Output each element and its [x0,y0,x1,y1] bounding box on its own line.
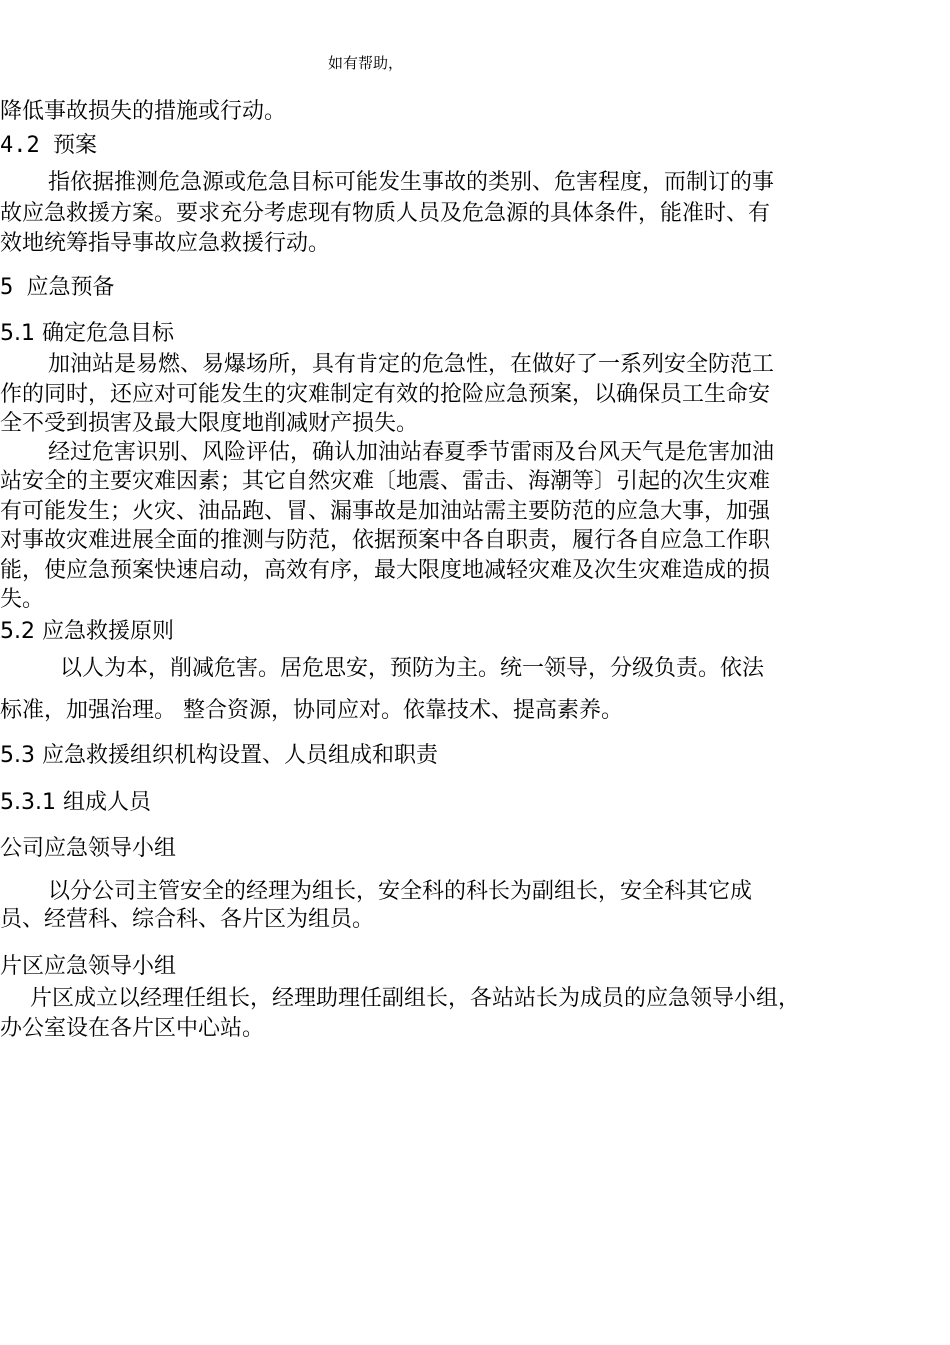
paragraph-line: 失。 [0,587,45,612]
paragraph-line: 故应急救援方案。要求充分考虑现有物质人员及危急源的具体条件，能准时、有 [0,201,771,226]
section-5-1-heading: 5.1 确定危急目标 [0,321,174,346]
section-4-2-heading: 4.2 预案 [0,133,97,158]
paragraph-line: 片区成立以经理任组长，经理助理任副组长，各站站长为成员的应急领导小组， [30,986,801,1011]
paragraph-line: 作的同时，还应对可能发生的灾难制定有效的抢险应急预案，以确保员工生命安 [0,382,771,407]
paragraph-line: 经过危害识别、风险评估，确认加油站春夏季节雷雨及台风天气是危害加油 [48,440,775,465]
paragraph-line: 以人为本，削减危害。居危思安，预防为主。统一领导，分级负责。依法 [60,656,765,681]
paragraph-line: 办公室设在各片区中心站。 [0,1016,265,1041]
paragraph-line: 指依据推测危急源或危急目标可能发生事故的类别、危害程度，而制订的事 [48,170,775,195]
section-5-2-heading: 5.2 应急救援原则 [0,619,174,644]
paragraph-line: 员、经营科、综合科、各片区为组员。 [0,907,375,932]
district-group-title: 片区应急领导小组 [0,954,177,979]
paragraph-line: 标准，加强治理。 整合资源，协同应对。依靠技术、提高素养。 [0,698,623,723]
company-group-title: 公司应急领导小组 [0,836,177,861]
paragraph-line: 以分公司主管安全的经理为组长，安全科的科长为副组长，安全科其它成 [48,879,753,904]
paragraph-line: 对事故灾难进展全面的推测与防范，依据预案中各自职责，履行各自应急工作职 [0,528,771,553]
section-5-heading: 5 应急预备 [0,275,115,300]
paragraph-line: 加油站是易燃、易爆场所，具有肯定的危急性，在做好了一系列安全防范工 [48,352,775,377]
paragraph-line: 效地统筹指导事故应急救援行动。 [0,231,331,256]
section-5-3-1-heading: 5.3.1 组成人员 [0,790,151,815]
paragraph-line: 站安全的主要灾难因素；其它自然灾难〔地震、雷击、海潮等〕引起的次生灾难 [0,469,771,494]
page-header: 如有帮助， [328,54,404,72]
paragraph-line: 能，使应急预案快速启动，高效有序，最大限度地减轻灾难及次生灾难造成的损 [0,558,771,583]
section-4-1-tail: 降低事故损失的措施或行动。 [0,99,287,124]
paragraph-line: 全不受到损害及最大限度地削减财产损失。 [0,411,419,436]
paragraph-line: 有可能发生；火灾、油品跑、冒、漏事故是加油站需主要防范的应急大事，加强 [0,499,771,524]
section-5-3-heading: 5.3 应急救援组织机构设置、人员组成和职责 [0,743,438,768]
